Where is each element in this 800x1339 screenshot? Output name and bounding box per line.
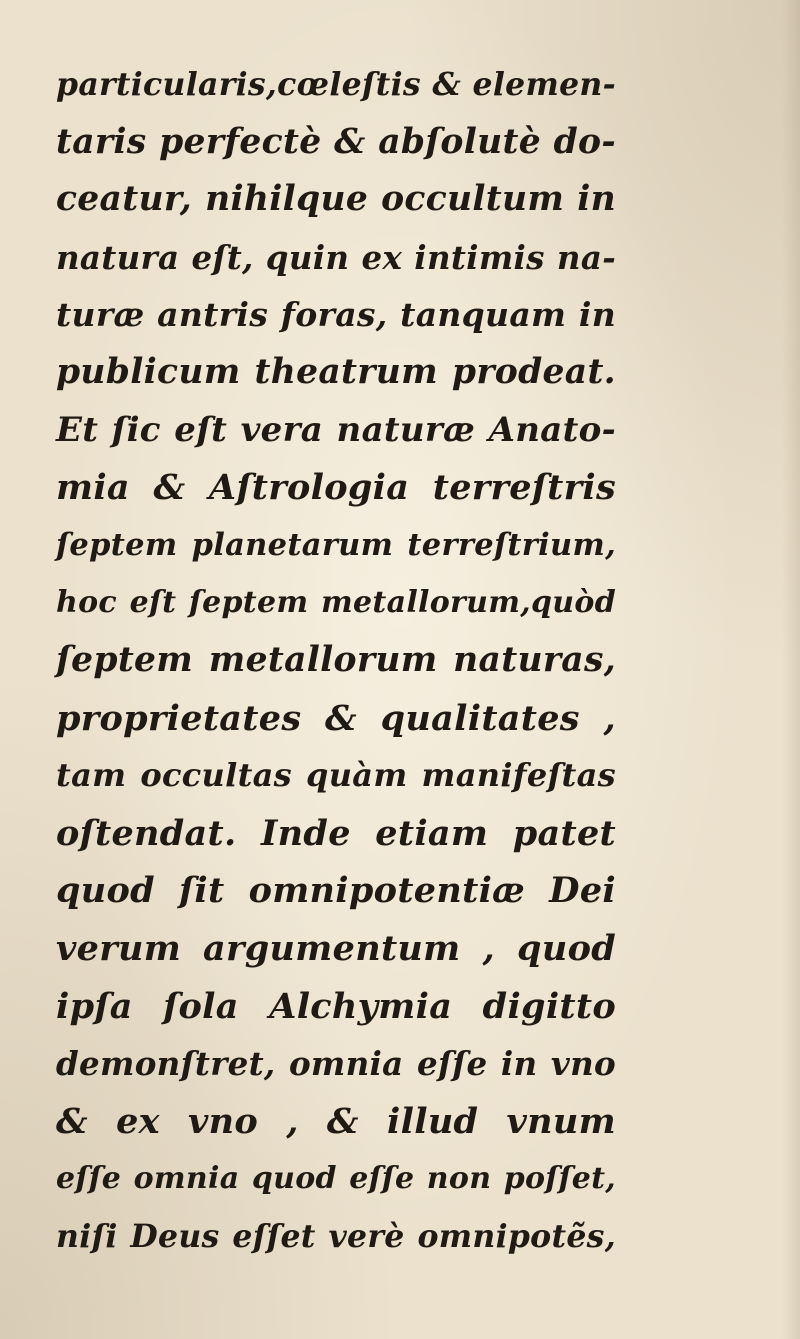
text-line: particularis,cœleſtis & elemen- bbox=[56, 66, 616, 103]
text-line: ceatur, nihilque occultum in bbox=[56, 179, 616, 220]
text-line: tam occultas quàm manifeſtas bbox=[56, 756, 616, 795]
page-edge-shadow bbox=[782, 0, 800, 1339]
text-line: ſeptem metallorum naturas, bbox=[56, 639, 616, 680]
text-line: niſi Deus eſſet verè omnipotẽs, bbox=[56, 1217, 616, 1255]
text-line: oſtendat. Inde etiam patet bbox=[56, 812, 616, 854]
text-line: ſeptem planetarum terreſtrium, bbox=[56, 526, 616, 563]
text-line: hoc eſt ſeptem metallorum,quòd bbox=[56, 585, 616, 621]
text-line: taris perfectè & abſolutè do- bbox=[56, 121, 616, 162]
text-line: verum argumentum , quod bbox=[56, 927, 616, 969]
page-text bbox=[56, 56, 616, 1265]
text-line: quod ſit omnipotentiæ Dei bbox=[56, 870, 616, 912]
text-line: turæ antris foras, tanquam in bbox=[56, 295, 616, 335]
text-line: & ex vno , & illud vnum bbox=[56, 1100, 616, 1142]
text-line: mia & Aſtrologia terreſtris bbox=[56, 467, 616, 509]
text-line: proprietates & qualitates , bbox=[56, 697, 616, 739]
text-line: ipſa ſola Alchymia digitto bbox=[56, 985, 616, 1027]
text-line: eſſe omnia quod eſſe non poſſet, bbox=[56, 1161, 616, 1197]
text-line: demonſtret, omnia eſſe in vno bbox=[56, 1044, 616, 1084]
text-line: Et ſic eſt vera naturæ Anato- bbox=[56, 409, 616, 450]
text-line: publicum theatrum prodeat. bbox=[56, 351, 616, 392]
text-line: natura eſt, quin ex intimis na- bbox=[56, 237, 616, 277]
